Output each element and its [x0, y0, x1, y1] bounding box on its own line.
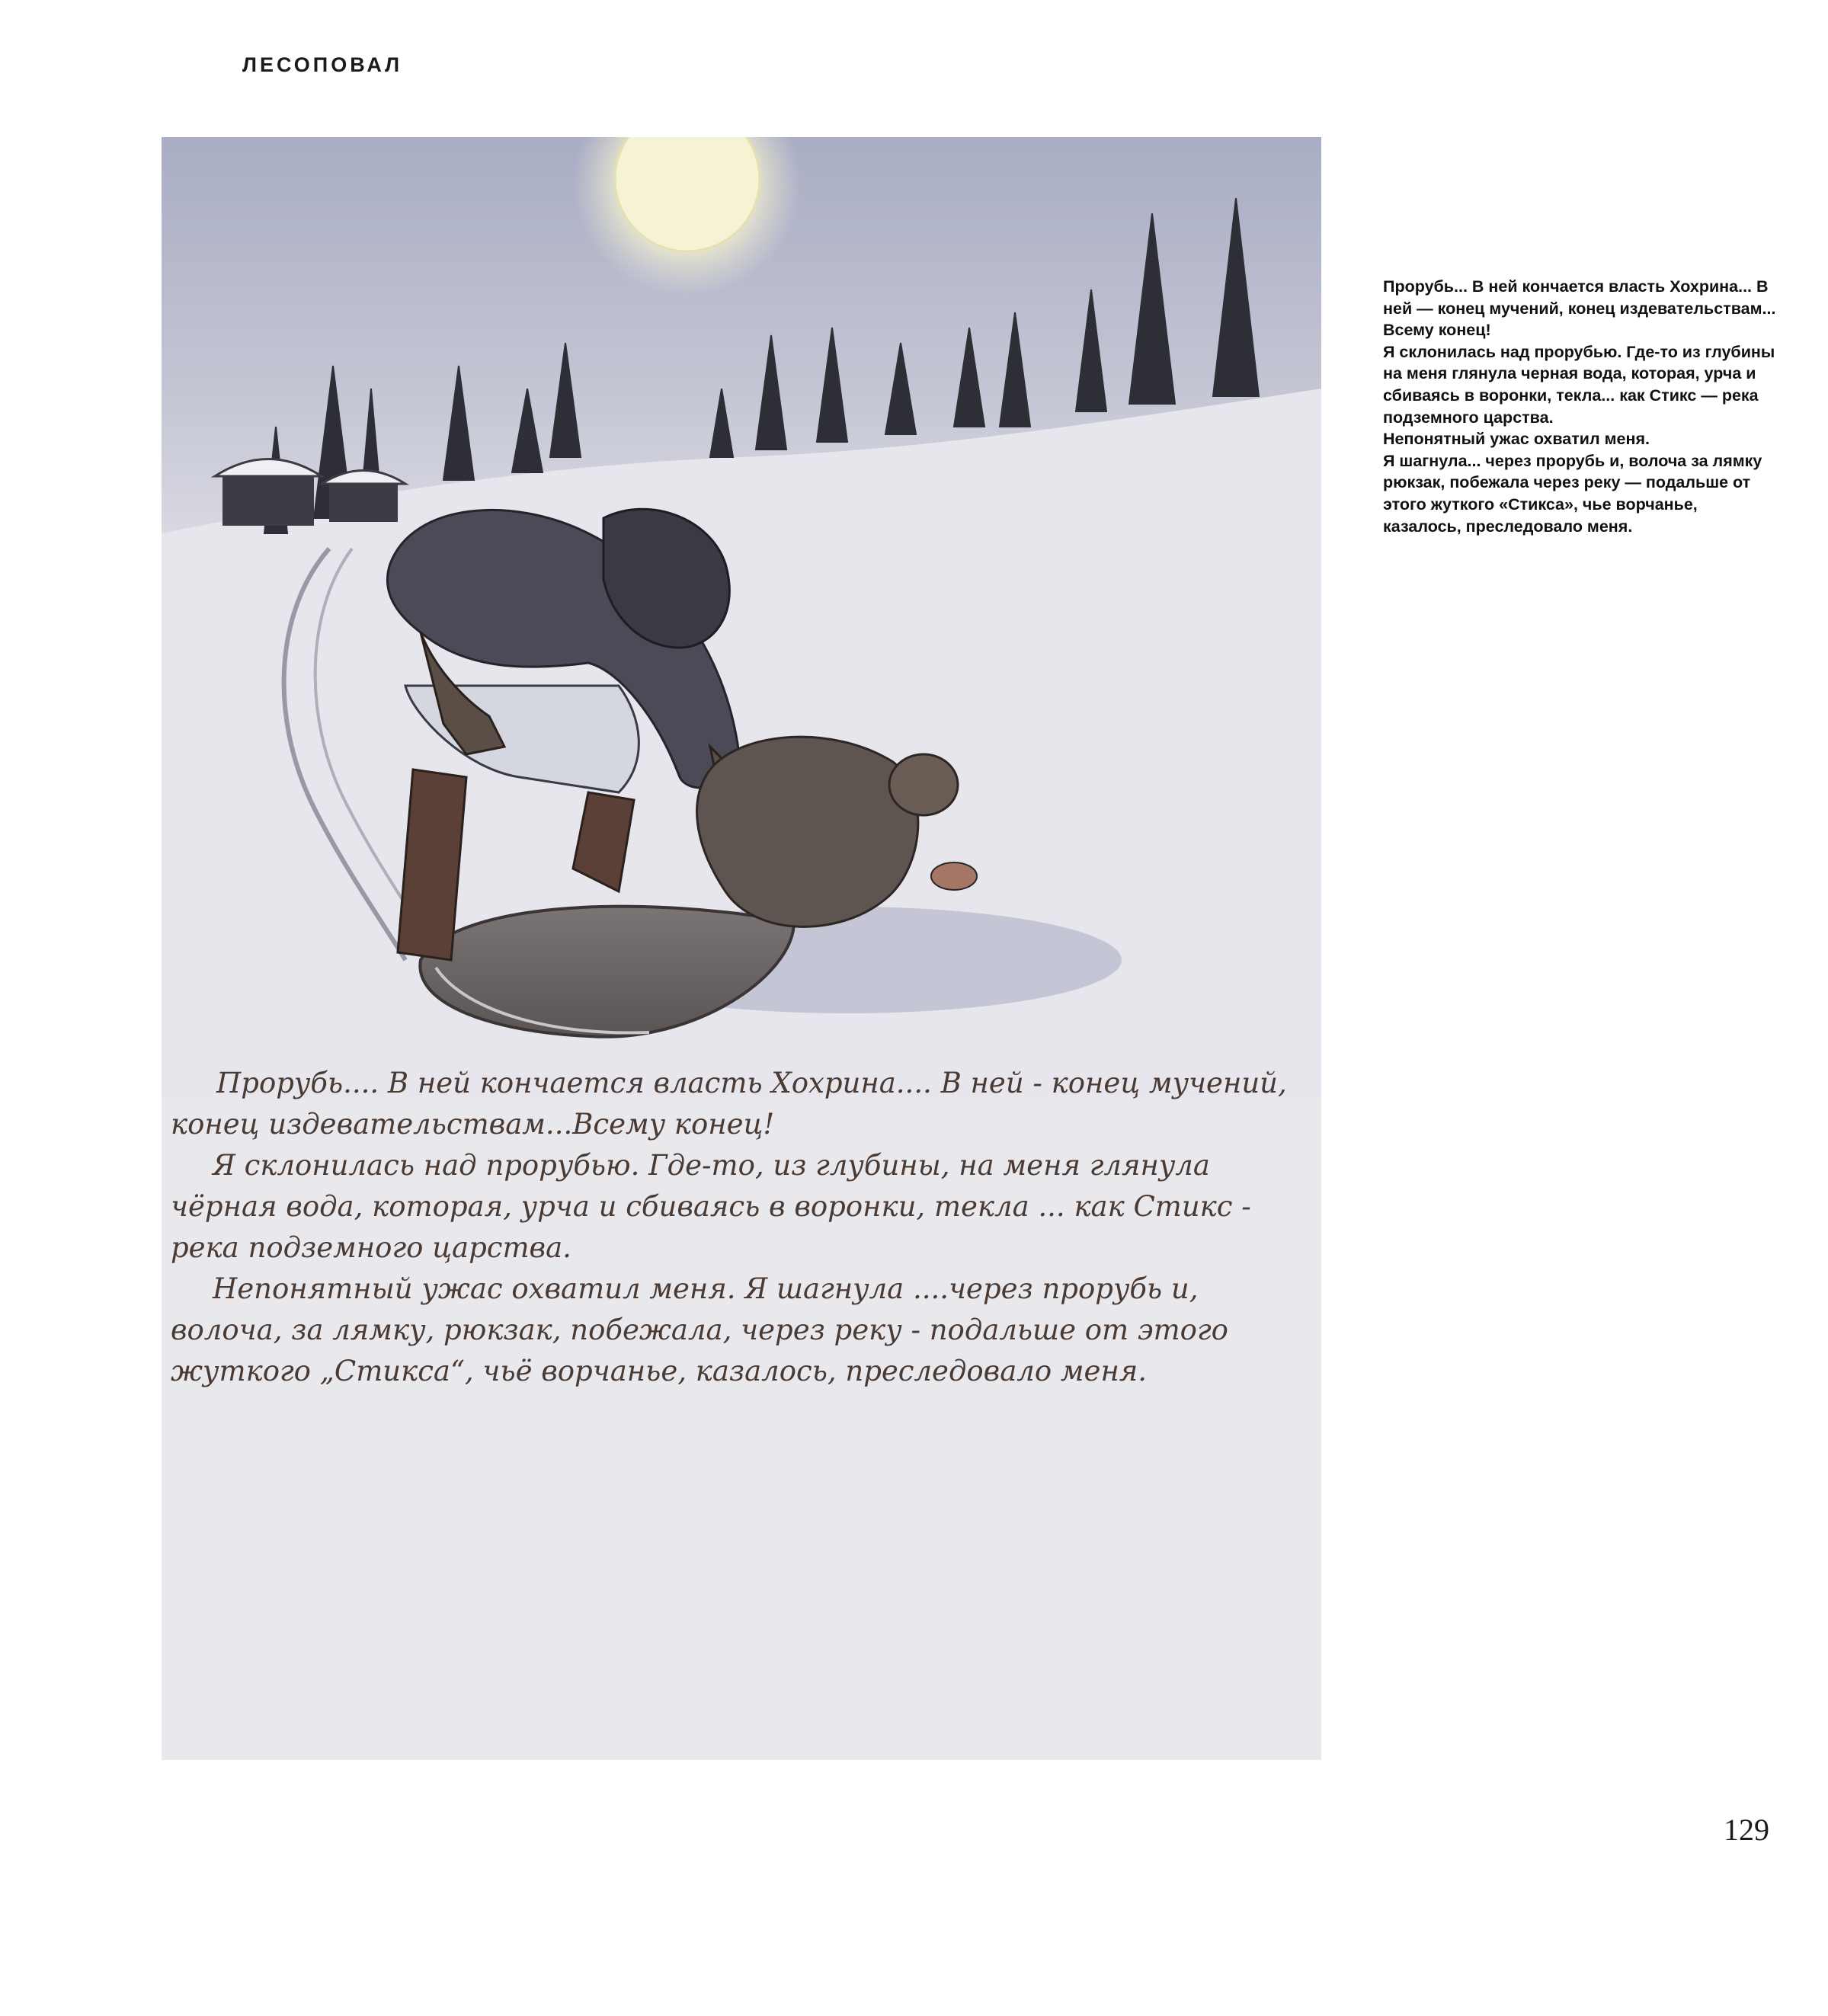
caption-text: [1383, 276, 1779, 537]
handwritten-paragraph: Непонятный ужас охватил меня. Я шагнула ....через прорубь и, волоча, за лямку, рюкзак, побежала, через реку - подальше от этого жуткого „Стикса“, чьё ворчанье, казалось, преследовало меня.: [171, 1272, 1228, 1387]
caption-paragraph: Непонятный ужас охватил меня.: [1383, 430, 1650, 449]
winter-night-illustration: [162, 137, 1321, 1097]
caption-paragraph: Я шагнула... через прорубь и, волоча за лямку рюкзак, побежала через реку — подальше от этого жуткого «Стикса», чье ворчанье, казалось, преследовало меня.: [1383, 451, 1762, 536]
handwritten-paragraph: Я склонилась над прорубью. Где-то, из глубины, на меня глянула чёрная вода, которая, урча и сбиваясь в воронки, текла ... как Стикс - река подземного царства.: [171, 1149, 1251, 1264]
caption-paragraph: Я склонилась над прорубью. Где-то из глубины на меня глянула черная вода, которая, урча и сбиваясь в воронки, текла... как Стикс — река подземного царства.: [1383, 342, 1775, 427]
page-number: 129: [1724, 1813, 1769, 1847]
illustration-plate: [162, 137, 1321, 1760]
caption-paragraph: Прорубь... В ней кончается власть Хохрина... В ней — конец мучений, конец издевательствам... Всему конец!: [1383, 277, 1776, 340]
handwritten-paragraph: Прорубь.... В ней кончается власть Хохрина.... В ней - конец мучений, конец издевательствам...Всему конец!: [171, 1067, 1287, 1141]
running-head: ЛЕСОПОВАЛ: [242, 53, 403, 76]
handwritten-text: [171, 1063, 1314, 1392]
